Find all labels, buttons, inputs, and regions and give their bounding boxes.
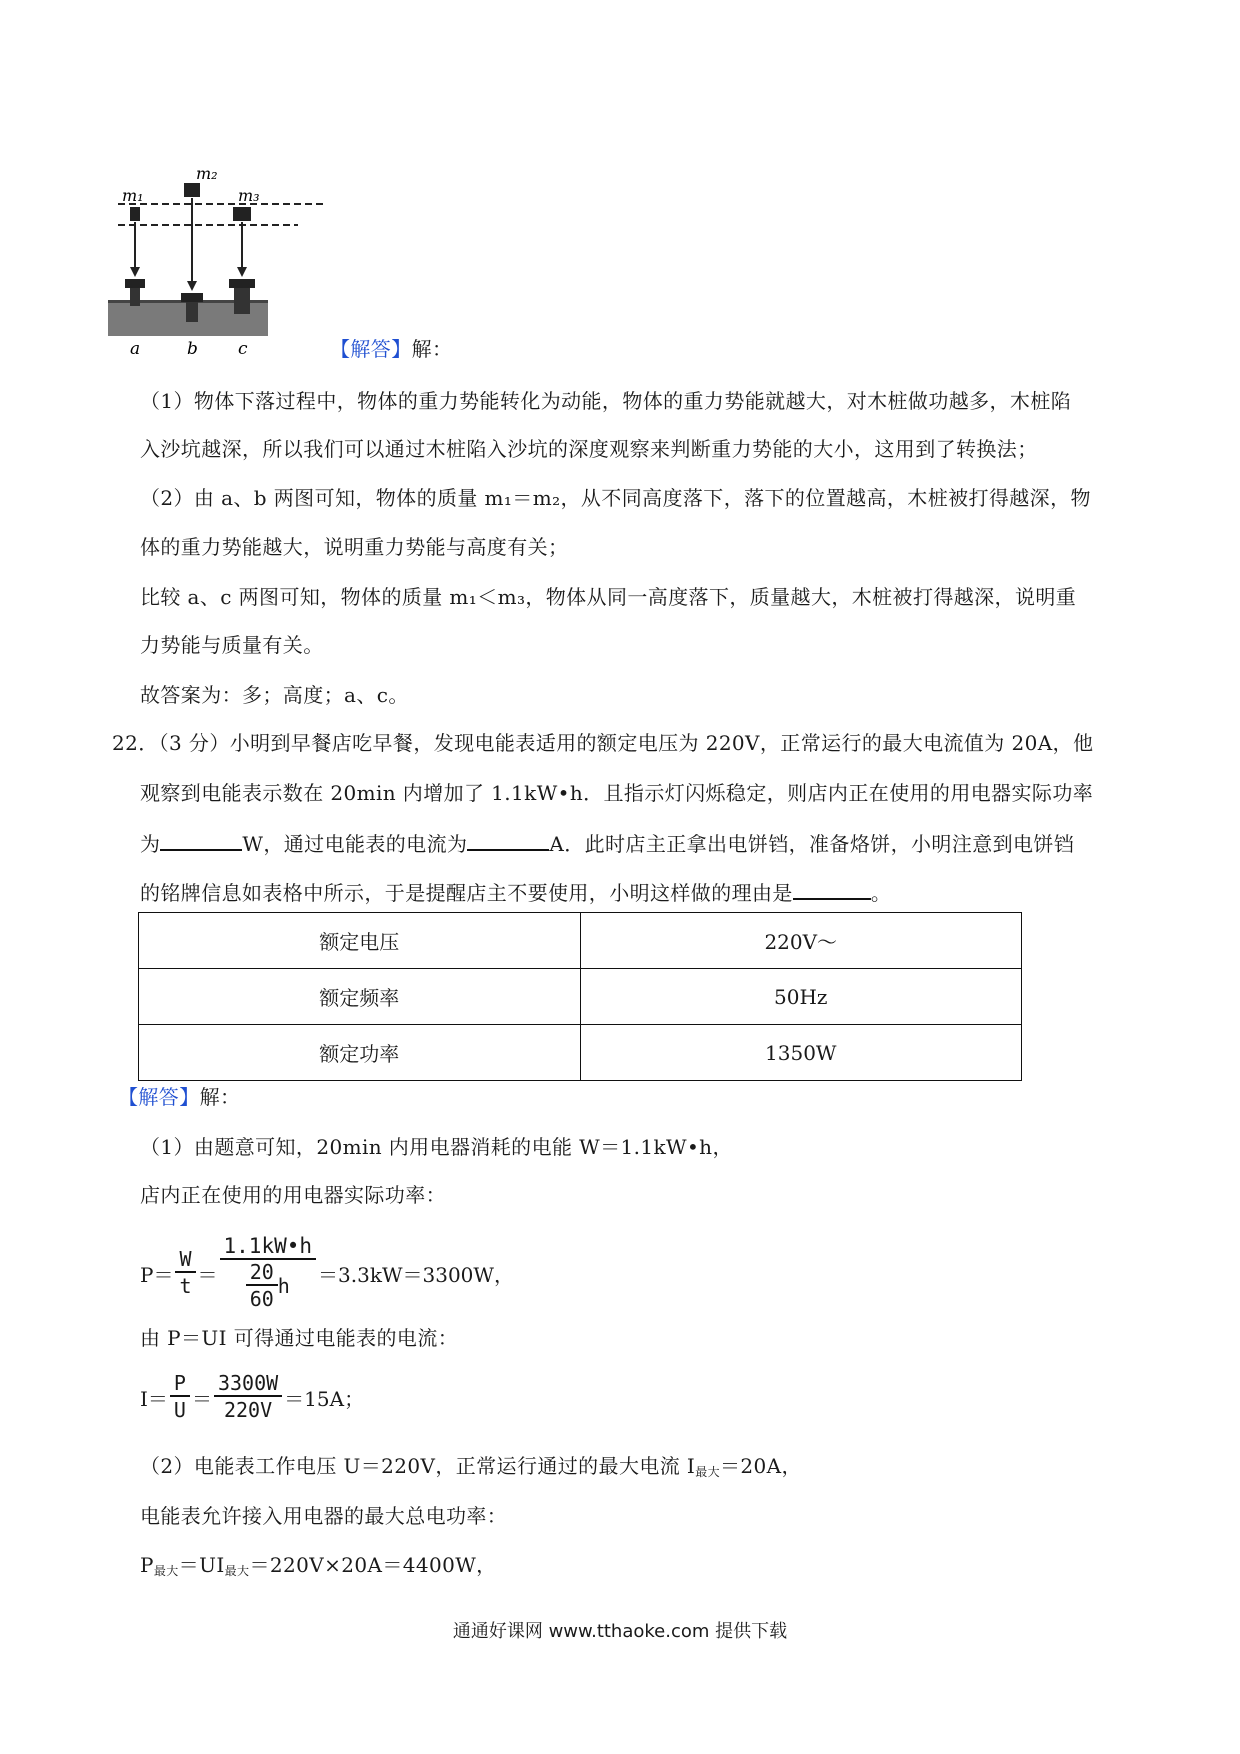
eq1-lhs: P＝ <box>140 1262 174 1287</box>
q22-step6-sub2: 最大 <box>224 1564 250 1578</box>
eq2-f1-num: P <box>170 1371 190 1397</box>
q22-step1: （1）由题意可知，20min 内用电器消耗的电能 W＝1.1kW•h， <box>140 1135 733 1159</box>
blank-reason[interactable] <box>793 876 871 900</box>
solve-label: 解： <box>199 1085 241 1109</box>
eq1-fraction-energy-over-time <box>220 1234 317 1312</box>
q22-step5: 电能表允许接入用电器的最大总电功率： <box>140 1504 508 1528</box>
q21-p3-line1: 比较 a、c 两图可知，物体的质量 m₁＜m₃，物体从同一高度落下，质量越大，木桩被打得越深，说明重 <box>140 585 1077 609</box>
table-cell: 50Hz <box>580 969 1022 1025</box>
q22-step4-a: （2）电能表工作电压 U＝220V，正常运行通过的最大电流 I <box>140 1454 696 1478</box>
q21-p2-line2: 体的重力势能越大，说明重力势能与高度有关； <box>140 535 569 559</box>
eq1-equals: ＝ <box>197 1262 218 1287</box>
eq2-fraction-power-over-voltage <box>214 1371 282 1423</box>
eq1-f1-num: W <box>175 1247 195 1273</box>
blank-current[interactable] <box>467 827 549 851</box>
mass-block-1 <box>130 207 140 221</box>
eq1-f1-den: t <box>179 1274 192 1298</box>
q22-step4-sub: 最大 <box>695 1465 721 1479</box>
answer-tag: 【解答】 <box>330 337 412 361</box>
q22-step6-b: ＝UI <box>178 1553 225 1577</box>
power-equation <box>140 1226 514 1320</box>
eq1-f2-num: 1.1kW•h <box>220 1234 317 1260</box>
eq2-fraction-p-over-u <box>170 1371 190 1423</box>
eq2-f2-num: 3300W <box>214 1371 282 1397</box>
eq1-fraction-w-over-t <box>175 1247 195 1299</box>
eq2-lhs: I＝ <box>140 1386 168 1411</box>
q21-p1-line1: （1）物体下落过程中，物体的重力势能转化为动能，物体的重力势能就越大，对木桩做功越多，木桩陷 <box>140 389 1072 413</box>
q22-line2: 观察到电能表示数在 20min 内增加了 1.1kW•h．且指示灯闪烁稳定，则店内正在使用的用电器实际功率 <box>140 781 1094 805</box>
stake-a-head <box>125 279 145 288</box>
q21-p3-line2: 力势能与质量有关。 <box>140 633 324 657</box>
answer-tag: 【解答】 <box>118 1085 200 1109</box>
solve-label: 解： <box>411 337 453 361</box>
eq1-f2-den-num: 20 <box>246 1260 278 1286</box>
q21-final-answer: 故答案为：多；高度；a、c。 <box>140 683 409 707</box>
table-cell: 额定频率 <box>139 969 581 1025</box>
q22-line3-b: W，通过电能表的电流为 <box>242 832 468 856</box>
current-equation <box>140 1368 364 1426</box>
table-cell: 1350W <box>580 1025 1022 1081</box>
table-row <box>139 1025 1022 1081</box>
q22-step6 <box>140 1550 497 1586</box>
pile-label-c: c <box>238 339 248 355</box>
mass-label-m2: m₂ <box>196 165 218 183</box>
eq1-f2-den-fraction <box>246 1260 278 1312</box>
eq2-f1-den: U <box>173 1398 186 1422</box>
eq2-equals: ＝ <box>191 1386 212 1411</box>
q22-step2: 店内正在使用的用电器实际功率： <box>140 1183 446 1207</box>
q22-line4-a: 的铭牌信息如表格中所示，于是提醒店主不要使用，小明这样做的理由是 <box>140 881 793 905</box>
q22-step6-c: ＝220V×20A＝4400W， <box>249 1553 497 1577</box>
q22-answer-header <box>118 1082 240 1112</box>
eq2-rhs: ＝15A； <box>284 1386 365 1411</box>
pile-label-b: b <box>187 339 198 355</box>
pile-label-a: a <box>130 339 141 355</box>
mass-block-3 <box>233 207 251 221</box>
eq1-f2-den <box>220 1260 317 1312</box>
q22-line3 <box>140 827 1074 859</box>
q22-step4 <box>140 1451 802 1487</box>
stake-b-head <box>181 293 203 302</box>
table-cell: 220V～ <box>580 913 1022 969</box>
nameplate-table <box>138 912 1022 1081</box>
q22-step6-sub1: 最大 <box>153 1564 179 1578</box>
q21-p2-line1: （2）由 a、b 两图可知，物体的质量 m₁＝m₂，从不同高度落下，落下的位置越高，木桩被打得越深，物 <box>140 486 1091 510</box>
mass-label-m3: m₃ <box>238 186 260 205</box>
blank-power[interactable] <box>160 827 242 851</box>
table-cell: 额定电压 <box>139 913 581 969</box>
table-cell: 额定功率 <box>139 1025 581 1081</box>
q22-line3-c: A．此时店主正拿出电饼铛，准备烙饼，小明注意到电饼铛 <box>549 832 1075 856</box>
eq1-rhs: ＝3.3kW＝3300W， <box>318 1262 514 1287</box>
eq1-f2-den-unit: h <box>277 1274 290 1298</box>
q22-step6-a: P <box>140 1553 154 1577</box>
q21-answer-header <box>330 334 452 364</box>
q22-line4 <box>140 876 891 908</box>
stake-drop-figure <box>108 165 328 355</box>
q22-line1: 22．（3 分）小明到早餐店吃早餐，发现电能表适用的额定电压为 220V，正常运行的最大电流值为 20A，他 <box>112 731 1094 755</box>
mass-block-2 <box>184 183 200 197</box>
q22-line4-b: 。 <box>870 881 892 905</box>
table-row <box>139 913 1022 969</box>
table-row <box>139 969 1022 1025</box>
q22-step3: 由 P＝UI 可得通过电能表的电流： <box>140 1326 459 1350</box>
eq2-f2-den: 220V <box>223 1398 273 1422</box>
stake-c-head <box>229 279 255 288</box>
q21-p1-line2: 入沙坑越深，所以我们可以通过木桩陷入沙坑的深度观察来判断重力势能的大小，这用到了转换法； <box>140 437 1038 461</box>
q22-step4-b: ＝20A， <box>720 1454 802 1478</box>
q22-line3-a: 为 <box>140 832 161 856</box>
page-footer: 通通好课网 www.tthaoke.com 提供下载 <box>452 1621 788 1642</box>
mass-label-m1: m₁ <box>122 186 144 205</box>
eq1-f2-den-den: 60 <box>249 1287 274 1311</box>
